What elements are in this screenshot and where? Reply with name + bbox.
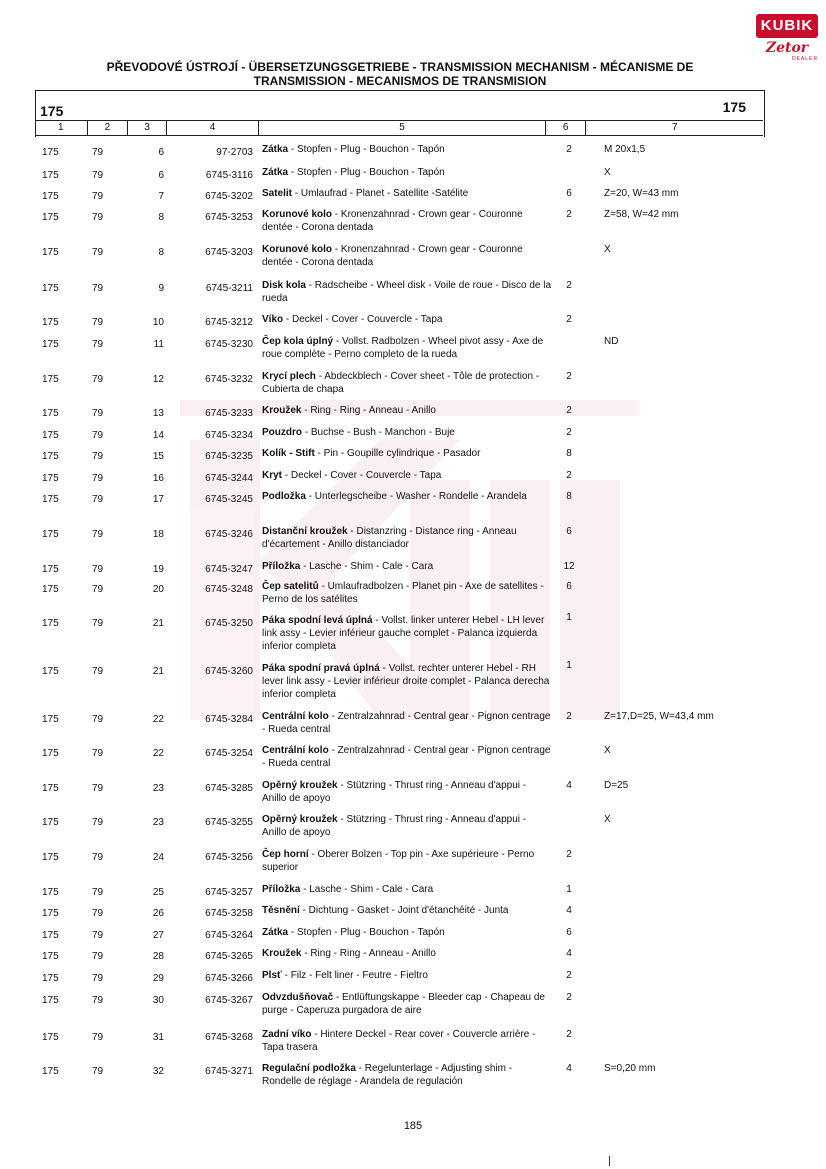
- cell-description: [262, 614, 552, 653]
- cell-group: 79: [92, 714, 104, 725]
- cell-section: 175: [42, 317, 59, 328]
- cell-part-number: 6745-3244: [205, 473, 253, 484]
- cell-quantity: 8: [566, 491, 572, 502]
- part-name-cz: Páka spodní levá úplná: [262, 615, 373, 626]
- cell-quantity: 2: [566, 970, 572, 981]
- part-name-translations: - Regelunterlage - Adjusting shim - Rondelle de réglage - Arandela de regulación: [262, 1063, 513, 1087]
- cell-quantity: 6: [566, 927, 572, 938]
- cell-description: [262, 560, 552, 573]
- cell-position: 19: [152, 564, 164, 575]
- cell-position: 21: [152, 618, 164, 629]
- cell-description: [262, 143, 552, 156]
- cell-note: S=0,20 mm: [604, 1063, 656, 1074]
- cell-description: [262, 1028, 552, 1054]
- cell-position: 10: [152, 317, 164, 328]
- title-line-2: TRANSMISSION - MECANISMOS DE TRANSMISION: [253, 74, 547, 88]
- part-name-cz: Zadní víko: [262, 1029, 312, 1040]
- part-name-cz: Příložka: [262, 884, 301, 895]
- cell-quantity: 2: [566, 371, 572, 382]
- cell-position: 31: [152, 1032, 164, 1043]
- part-name-translations: - Hintere Deckel - Rear cover - Couvercle arrière - Tapa trasera: [262, 1029, 536, 1053]
- cell-section: 175: [42, 147, 59, 158]
- cell-description: [262, 313, 552, 326]
- column-header-6: 6: [546, 121, 587, 135]
- cell-quantity: 4: [566, 1063, 572, 1074]
- cell-section: 175: [42, 930, 59, 941]
- column-header-2: 2: [88, 121, 129, 135]
- cell-section: 175: [42, 887, 59, 898]
- part-name-translations: - Lasche - Shim - Cale - Cara: [300, 884, 434, 895]
- cell-section: 175: [42, 212, 59, 223]
- cell-description: [262, 279, 552, 305]
- cell-note: D=25: [604, 780, 629, 791]
- cell-quantity: 2: [566, 711, 572, 722]
- part-name-cz: Čep horní: [262, 849, 309, 860]
- cell-position: 8: [158, 247, 164, 258]
- part-name-translations: - Stopfen - Plug - Bouchon - Tapón: [288, 927, 445, 938]
- cell-part-number: 6745-3268: [205, 1032, 253, 1043]
- cell-section: 175: [42, 748, 59, 759]
- part-name-translations: - Distanzring - Distance ring - Anneau d'écartement - Anillo distanciador: [262, 526, 517, 550]
- cell-part-number: 6745-3234: [205, 430, 253, 441]
- part-name-translations: - Ring - Ring - Anneau - Anillo: [301, 405, 436, 416]
- cell-group: 79: [92, 564, 104, 575]
- cell-position: 14: [152, 430, 164, 441]
- cell-description: [262, 926, 552, 939]
- cell-section: 175: [42, 564, 59, 575]
- cell-part-number: 6745-3211: [205, 283, 253, 294]
- cell-section: 175: [42, 430, 59, 441]
- cell-part-number: 6745-3250: [205, 618, 253, 629]
- part-name-cz: Odvzdušňovač: [262, 992, 334, 1003]
- cell-position: 17: [152, 494, 164, 505]
- cell-position: 16: [152, 473, 164, 484]
- part-name-cz: Zátka: [262, 167, 289, 178]
- cell-description: [262, 580, 552, 606]
- part-name-cz: Korunové kolo: [262, 244, 333, 255]
- page-edge-mark: [609, 1156, 610, 1166]
- part-name-cz: Kroužek: [262, 405, 302, 416]
- cell-part-number: 6745-3212: [205, 317, 253, 328]
- cell-position: 12: [152, 374, 164, 385]
- cell-note: M 20x1,5: [604, 144, 646, 155]
- part-name-translations: - Stopfen - Plug - Bouchon - Tapón: [288, 167, 445, 178]
- part-name-translations: - Abdeckblech - Cover sheet - Tôle de protection - Cubierta de chapa: [262, 371, 540, 395]
- cell-quantity: 6: [566, 526, 572, 537]
- cell-description: [262, 947, 552, 960]
- cell-part-number: 6745-3202: [205, 191, 253, 202]
- cell-quantity: 2: [566, 1029, 572, 1040]
- cell-section: 175: [42, 473, 59, 484]
- cell-section: 175: [42, 852, 59, 863]
- part-name-cz: Zátka: [262, 144, 289, 155]
- cell-group: 79: [92, 852, 104, 863]
- cell-section: 175: [42, 714, 59, 725]
- cell-part-number: 6745-3264: [205, 930, 253, 941]
- cell-part-number: 6745-3248: [205, 584, 253, 595]
- cell-quantity: 6: [566, 188, 572, 199]
- cell-description: [262, 848, 552, 874]
- cell-group: 79: [92, 817, 104, 828]
- part-name-cz: Podložka: [262, 491, 306, 502]
- cell-section: 175: [42, 1066, 59, 1077]
- part-name-cz: Disk kola: [262, 280, 306, 291]
- section-number-left: 175: [40, 103, 64, 119]
- cell-group: 79: [92, 170, 104, 181]
- cell-position: 30: [152, 995, 164, 1006]
- cell-quantity: 1: [566, 660, 572, 671]
- column-header-7: 7: [671, 122, 678, 133]
- cell-quantity: 2: [566, 144, 572, 155]
- cell-quantity: 2: [566, 314, 572, 325]
- part-name-translations: - Dichtung - Gasket - Joint d'étanchéité - Junta: [299, 905, 509, 916]
- cell-section: 175: [42, 494, 59, 505]
- cell-note: X: [604, 745, 611, 756]
- cell-part-number: 6745-3265: [205, 951, 253, 962]
- cell-group: 79: [92, 783, 104, 794]
- cell-description: [262, 447, 552, 460]
- part-name-translations: - Pin - Goupille cylindrique - Pasador: [314, 448, 481, 459]
- cell-position: 27: [152, 930, 164, 941]
- cell-note: X: [604, 167, 611, 178]
- part-name-cz: Víko: [262, 314, 284, 325]
- cell-position: 11: [153, 339, 164, 350]
- cell-description: [262, 662, 552, 701]
- part-name-translations: - Vollst. rechter unterer Hebel - RH lever link assy - Levier inférieur droite complet - Palanca derecha inferior completa: [262, 663, 550, 700]
- cell-group: 79: [92, 247, 104, 258]
- cell-part-number: 6745-3255: [205, 817, 253, 828]
- cell-group: 79: [92, 283, 104, 294]
- column-header-3: 3: [128, 121, 167, 135]
- cell-position: 18: [152, 529, 164, 540]
- cell-section: 175: [42, 408, 59, 419]
- cell-position: 22: [152, 714, 164, 725]
- cell-group: 79: [92, 212, 104, 223]
- cell-description: [262, 710, 552, 736]
- part-name-cz: Příložka: [262, 561, 301, 572]
- cell-position: 6: [158, 147, 164, 158]
- part-name-cz: Distanční kroužek: [262, 526, 348, 537]
- cell-description: [262, 904, 552, 917]
- cell-group: 79: [92, 908, 104, 919]
- part-name-translations: - Zentralzahnrad - Central gear - Pignon centrage - Rueda central: [262, 711, 551, 735]
- part-name-cz: Těsnění: [262, 905, 300, 916]
- cell-part-number: 6745-3203: [205, 247, 253, 258]
- cell-quantity: 4: [566, 948, 572, 959]
- cell-description: [262, 187, 552, 200]
- cell-group: 79: [92, 887, 104, 898]
- cell-part-number: 6745-3235: [205, 451, 253, 462]
- cell-section: 175: [42, 817, 59, 828]
- cell-group: 79: [92, 584, 104, 595]
- cell-note: X: [604, 244, 611, 255]
- cell-group: 79: [92, 191, 104, 202]
- part-name-cz: Páka spodní pravá úplná: [262, 663, 380, 674]
- cell-position: 20: [152, 584, 164, 595]
- part-name-cz: Satelit: [262, 188, 293, 199]
- cell-position: 24: [152, 852, 164, 863]
- cell-section: 175: [42, 170, 59, 181]
- cell-description: [262, 208, 552, 234]
- cell-position: 29: [152, 973, 164, 984]
- cell-group: 79: [92, 408, 104, 419]
- cell-group: 79: [92, 494, 104, 505]
- cell-description: [262, 166, 552, 179]
- page-title: [70, 60, 730, 88]
- cell-position: 26: [152, 908, 164, 919]
- page-number: 185: [403, 1120, 423, 1132]
- cell-group: 79: [92, 930, 104, 941]
- cell-part-number: 6745-3257: [205, 887, 253, 898]
- cell-section: 175: [42, 339, 59, 350]
- part-name-translations: - Kronenzahnrad - Crown gear - Couronne dentée - Corona dentada: [262, 244, 523, 268]
- part-name-cz: Zátka: [262, 927, 289, 938]
- cell-part-number: 6745-3256: [205, 852, 253, 863]
- column-header-row: [35, 120, 763, 136]
- part-name-cz: Kroužek: [262, 948, 302, 959]
- part-name-translations: - Stützring - Thrust ring - Anneau d'appui - Anillo de apoyo: [262, 814, 527, 838]
- cell-section: 175: [42, 374, 59, 385]
- cell-group: 79: [92, 995, 104, 1006]
- part-name-cz: Čep kola úplný: [262, 336, 334, 347]
- cell-part-number: 6745-3232: [205, 374, 253, 385]
- cell-part-number: 6745-3247: [205, 564, 253, 575]
- cell-group: 79: [92, 430, 104, 441]
- part-name-translations: - Unterlegscheibe - Washer - Rondelle - Arandela: [305, 491, 527, 502]
- cell-description: [262, 335, 552, 361]
- cell-group: 79: [92, 973, 104, 984]
- cell-section: 175: [42, 908, 59, 919]
- part-name-cz: Regulační podložka: [262, 1063, 356, 1074]
- cell-position: 23: [152, 783, 164, 794]
- cell-section: 175: [42, 995, 59, 1006]
- part-name-translations: - Buchse - Bush - Manchon - Buje: [302, 427, 455, 438]
- cell-position: 32: [152, 1066, 164, 1077]
- cell-group: 79: [92, 473, 104, 484]
- cell-quantity: 8: [566, 448, 572, 459]
- part-name-translations: - Radscheibe - Wheel disk - Voile de roue - Disco de la rueda: [262, 280, 552, 304]
- cell-position: 9: [158, 283, 164, 294]
- cell-section: 175: [42, 973, 59, 984]
- cell-description: [262, 243, 552, 269]
- cell-group: 79: [92, 666, 104, 677]
- cell-description: [262, 426, 552, 439]
- cell-part-number: 6745-3266: [205, 973, 253, 984]
- cell-position: 6: [158, 170, 164, 181]
- cell-group: 79: [92, 618, 104, 629]
- cell-quantity: 2: [566, 405, 572, 416]
- cell-section: 175: [42, 951, 59, 962]
- cell-description: [262, 370, 552, 396]
- part-name-cz: Korunové kolo: [262, 209, 333, 220]
- cell-part-number: 6745-3285: [205, 783, 253, 794]
- cell-section: 175: [42, 783, 59, 794]
- cell-section: 175: [42, 451, 59, 462]
- part-name-cz: Plsť: [262, 970, 282, 981]
- cell-position: 25: [152, 887, 164, 898]
- cell-position: 23: [152, 817, 164, 828]
- cell-description: [262, 1062, 552, 1088]
- column-header-5: 5: [259, 121, 546, 135]
- cell-quantity: 4: [566, 905, 572, 916]
- cell-group: 79: [92, 951, 104, 962]
- part-name-cz: Krycí plech: [262, 371, 316, 382]
- cell-part-number: 6745-3267: [205, 995, 253, 1006]
- cell-part-number: 97-2703: [216, 147, 253, 158]
- cell-part-number: 6745-3271: [205, 1066, 253, 1077]
- cell-note: Z=17,D=25, W=43,4 mm: [604, 711, 714, 722]
- cell-group: 79: [92, 339, 104, 350]
- cell-quantity: 2: [566, 992, 572, 1003]
- cell-note: Z=58, W=42 mm: [604, 209, 679, 220]
- column-header-1: 1: [35, 121, 88, 135]
- part-name-translations: - Kronenzahnrad - Crown gear - Couronne dentée - Corona dentada: [262, 209, 523, 233]
- part-name-translations: - Oberer Bolzen - Top pin - Axe supérieure - Perno superior: [262, 849, 535, 873]
- part-name-translations: - Ring - Ring - Anneau - Anillo: [301, 948, 436, 959]
- part-name-translations: - Stützring - Thrust ring - Anneau d'appui - Anillo de apoyo: [262, 780, 527, 804]
- part-name-cz: Opěrný kroužek: [262, 780, 338, 791]
- cell-group: 79: [92, 451, 104, 462]
- part-name-cz: Čep satelitů: [262, 581, 319, 592]
- title-line-1: PŘEVODOVÉ ÚSTROJÍ - ÜBERSETZUNGSGETRIEBE - TRANSMISSION MECHANISM - MÉCANISME DE: [106, 60, 694, 74]
- part-name-cz: Kryt: [262, 470, 283, 481]
- cell-section: 175: [42, 283, 59, 294]
- part-name-translations: - Deckel - Cover - Couvercle - Tapa: [282, 470, 442, 481]
- part-name-translations: - Vollst. linker unterer Hebel - LH lever link assy - Levier inférieur gauche complet - Palanca izquierda inferior completa: [262, 615, 545, 652]
- cell-description: [262, 813, 552, 839]
- cell-position: 21: [152, 666, 164, 677]
- part-name-translations: - Vollst. Radbolzen - Wheel pivot assy - Axe de roue complète - Perno completo de la rueda: [262, 336, 544, 360]
- cell-section: 175: [42, 666, 59, 677]
- cell-quantity: 4: [566, 780, 572, 791]
- part-name-cz: Pouzdro: [262, 427, 302, 438]
- cell-part-number: 6745-3245: [205, 494, 253, 505]
- cell-description: [262, 404, 552, 417]
- cell-part-number: 6745-3230: [205, 339, 253, 350]
- part-name-cz: Opěrný kroužek: [262, 814, 338, 825]
- cell-note: Z=20, W=43 mm: [604, 188, 679, 199]
- cell-description: [262, 969, 552, 982]
- cell-position: 15: [152, 451, 164, 462]
- part-name-translations: - Zentralzahnrad - Central gear - Pignon centrage - Rueda central: [262, 745, 551, 769]
- section-number-right: 175: [722, 99, 746, 115]
- part-name-translations: - Stopfen - Plug - Bouchon - Tapón: [288, 144, 445, 155]
- cell-section: 175: [42, 529, 59, 540]
- column-header-4: 4: [167, 121, 259, 135]
- part-name-translations: - Lasche - Shim - Cale - Cara: [300, 561, 434, 572]
- cell-quantity: 2: [566, 209, 572, 220]
- cell-position: 8: [158, 212, 164, 223]
- cell-quantity: 2: [566, 427, 572, 438]
- cell-position: 7: [158, 191, 164, 202]
- part-name-cz: Centrální kolo: [262, 711, 329, 722]
- cell-section: 175: [42, 618, 59, 629]
- logo-kubik-text: KUBIK: [756, 14, 818, 38]
- part-name-translations: - Entlüftungskappe - Bleeder cap - Chapeau de purge - Caperuza purgadora de aire: [262, 992, 545, 1016]
- cell-quantity: 2: [566, 849, 572, 860]
- cell-part-number: 6745-3233: [205, 408, 253, 419]
- cell-part-number: 6745-3284: [205, 714, 253, 725]
- cell-section: 175: [42, 1032, 59, 1043]
- cell-group: 79: [92, 1032, 104, 1043]
- cell-position: 28: [152, 951, 164, 962]
- cell-quantity: 12: [563, 561, 575, 572]
- part-name-translations: - Deckel - Cover - Couvercle - Tapa: [283, 314, 443, 325]
- cell-description: [262, 469, 552, 482]
- cell-description: [262, 779, 552, 805]
- cell-description: [262, 991, 552, 1017]
- cell-part-number: 6745-3246: [205, 529, 253, 540]
- cell-section: 175: [42, 191, 59, 202]
- cell-group: 79: [92, 374, 104, 385]
- cell-quantity: 2: [566, 470, 572, 481]
- cell-description: [262, 744, 552, 770]
- cell-group: 79: [92, 1066, 104, 1077]
- part-name-translations: - Umlaufrad - Planet - Satellite -Satélite: [292, 188, 469, 199]
- cell-quantity: 1: [566, 884, 572, 895]
- cell-section: 175: [42, 247, 59, 258]
- cell-position: 22: [152, 748, 164, 759]
- part-name-translations: - Filz - Felt liner - Feutre - Fieltro: [281, 970, 428, 981]
- cell-note: X: [604, 814, 611, 825]
- cell-quantity: 1: [566, 612, 572, 623]
- cell-position: 13: [152, 408, 164, 419]
- logo-zetor-text: Zetor: [765, 40, 809, 56]
- cell-description: [262, 883, 552, 896]
- cell-part-number: 6745-3253: [205, 212, 253, 223]
- cell-group: 79: [92, 147, 104, 158]
- part-name-translations: - Umlaufradbolzen - Planet pin - Axe de satellites - Perno de los satélites: [262, 581, 544, 605]
- cell-group: 79: [92, 529, 104, 540]
- cell-quantity: 6: [566, 581, 572, 592]
- cell-part-number: 6745-3254: [205, 748, 253, 759]
- cell-group: 79: [92, 317, 104, 328]
- cell-group: 79: [92, 748, 104, 759]
- cell-part-number: 6745-3258: [205, 908, 253, 919]
- logo-dealer-text: DEALER: [791, 56, 818, 62]
- part-name-cz: Kolík - Stift: [262, 448, 315, 459]
- kubik-zetor-logo: [756, 14, 818, 68]
- cell-note: ND: [604, 336, 619, 347]
- cell-description: [262, 490, 552, 503]
- cell-part-number: 6745-3260: [205, 666, 253, 677]
- cell-part-number: 6745-3116: [205, 170, 253, 181]
- cell-quantity: 2: [566, 280, 572, 291]
- cell-description: [262, 525, 552, 551]
- cell-section: 175: [42, 584, 59, 595]
- part-name-cz: Centrální kolo: [262, 745, 329, 756]
